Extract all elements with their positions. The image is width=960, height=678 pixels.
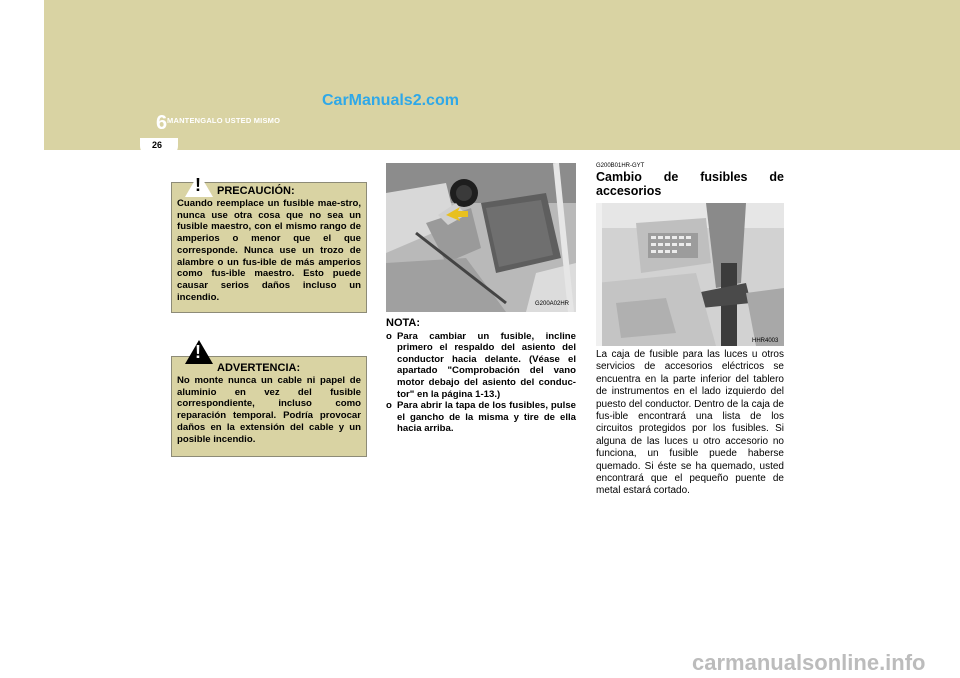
section-body: La caja de fusible para las luces u otros servicios de accesorios eléctricos se encuentra en la parte inferior del tablero de instrumentos en el lado izquierdo del puesto del conductor. Dentro de la caja de fus-ible encontrará una lista de los circuitos protegidos por los fusibles. Si alguna de las luces u otro accesorio no funciona, un fusible puede haberse quemado. Si éste se ha quemado, usted encontrará que el pequeño puente de metal estará cortado.	[596, 349, 784, 497]
header-band	[44, 0, 960, 150]
watermark-link-top[interactable]: CarManuals2.com	[322, 92, 459, 109]
watermark-footer[interactable]: carmanualsonline.info	[692, 650, 926, 675]
warning-body: No monte nunca un cable ni papel de aluminio en vez del fusible correspondiente, incluso como reparación temporal. Podría provocar daños en la extensión del cable y un posible incendio.	[177, 375, 361, 445]
note-bullet: o	[386, 330, 392, 342]
warning-title: ADVERTENCIA:	[217, 362, 301, 374]
warning-box	[171, 342, 367, 457]
caution-title: PRECAUCIÓN:	[217, 185, 295, 197]
page-number: 26	[152, 140, 163, 150]
caution-body: Cuando reemplace un fusible mae-stro, nunca use otra cosa que no sea un fusible maestro, con el mismo rango de amperios o menor que el que corresponde. Nunca use un trozo de alambre o un fus-ible de más amperios como fus-ible maestro. Esto puede causar serios daños incluso un incendio.	[177, 198, 361, 303]
note-title: NOTA:	[386, 317, 421, 329]
section-title: Cambio de fusibles de accesorios	[596, 170, 784, 198]
photo-caption-middle: G200A02HR	[535, 301, 570, 307]
note-item	[386, 400, 576, 435]
exclamation-icon: !	[195, 175, 201, 195]
section-code: G200B01HR-GYT	[596, 163, 645, 169]
fuse-box-engine-photo	[386, 163, 576, 312]
note-item-text: Para cambiar un fusible, incline primero el respaldo del asiento del conductor hacia delante. (Véase el apartado "Comprobación del vano motor debajo del asiento del conduc-tor" en la página 1-13.)	[397, 330, 576, 400]
photo-caption-right: HHR4003	[752, 338, 779, 344]
note-bullet: o	[386, 400, 392, 412]
chapter-title: MANTENGALO USTED MISMO	[167, 116, 281, 125]
fuse-box-dashboard-photo	[596, 203, 784, 346]
caution-box	[171, 175, 367, 313]
exclamation-icon: !	[195, 342, 201, 362]
note-item	[386, 331, 576, 401]
note-section	[386, 318, 576, 435]
note-item-text: Para abrir la tapa de los fusibles, pulse el gancho de la misma y tire de ella hacia arriba.	[397, 400, 576, 435]
chapter-number: 6	[156, 112, 168, 134]
